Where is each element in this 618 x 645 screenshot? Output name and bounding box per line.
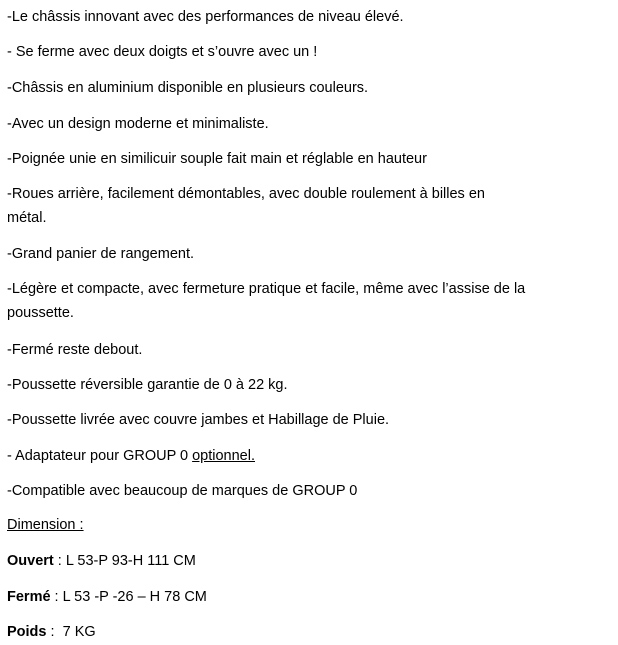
closed-label: Fermé [7, 589, 51, 605]
feature-line [7, 408, 614, 432]
feature-text: -Poussette livrée avec couvre jambes et Habillage de Pluie. [7, 412, 390, 428]
feature-text: -Roues arrière, facilement démontables, avec double roulement à billes en [7, 186, 485, 202]
feature-text: -Poussette réversible garantie de 0 à 22 kg. [7, 377, 288, 393]
feature-line [7, 76, 614, 100]
optional-underlined-text: optionnel. [192, 448, 255, 464]
open-value: : L 53-P 93-H 111 CM [53, 553, 196, 569]
feature-text: -Fermé reste debout. [7, 342, 143, 358]
dimension-closed [7, 585, 614, 609]
feature-line [7, 5, 614, 29]
feature-line [7, 444, 614, 468]
dimension-heading-text: Dimension : [7, 517, 84, 533]
dimension-weight [7, 620, 614, 644]
feature-line [7, 479, 614, 503]
weight-label: Poids [7, 624, 47, 640]
feature-line [7, 277, 614, 325]
feature-line [7, 338, 614, 362]
feature-line [7, 147, 614, 171]
dimension-heading [7, 513, 614, 537]
weight-value: : 7 KG [46, 624, 96, 640]
feature-line [7, 373, 614, 397]
feature-text: -Grand panier de rangement. [7, 246, 194, 262]
closed-value: : L 53 -P -26 – H 78 CM [50, 589, 207, 605]
feature-text: - Adaptateur pour GROUP 0 [7, 448, 193, 464]
feature-line [7, 182, 614, 230]
open-label: Ouvert [7, 553, 54, 569]
feature-text: -Compatible avec beaucoup de marques de GROUP 0 [7, 483, 358, 499]
feature-text: - Se ferme avec deux doigts et s’ouvre avec un ! [7, 44, 318, 60]
feature-line [7, 242, 614, 266]
feature-text: métal. [7, 210, 47, 226]
dimension-open [7, 549, 614, 573]
feature-text: -Châssis en aluminium disponible en plusieurs couleurs. [7, 80, 369, 96]
feature-text: -Le châssis innovant avec des performances de niveau élevé. [7, 9, 404, 25]
feature-text: -Avec un design moderne et minimaliste. [7, 116, 269, 132]
feature-text: poussette. [7, 305, 74, 321]
feature-line [7, 40, 614, 64]
feature-text: -Légère et compacte, avec fermeture pratique et facile, même avec l’assise de la [7, 281, 526, 297]
feature-text: -Poignée unie en similicuir souple fait main et réglable en hauteur [7, 151, 427, 167]
feature-line [7, 112, 614, 136]
